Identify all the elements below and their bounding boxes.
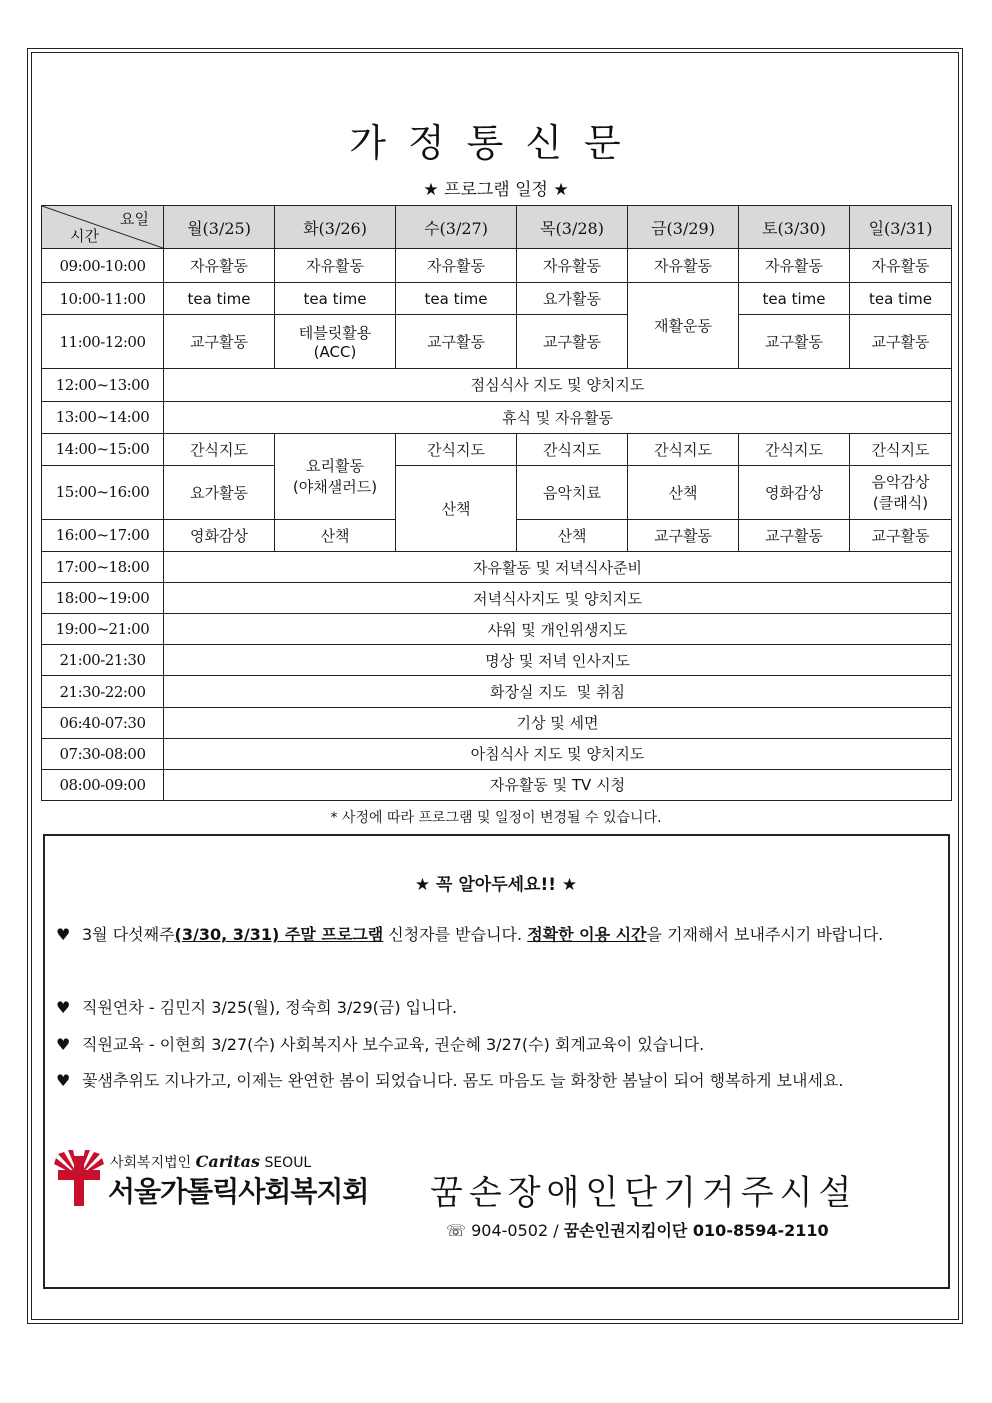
notice-item — [56, 1063, 936, 1098]
corner-time-label: 시간 — [70, 227, 99, 245]
schedule-row — [42, 676, 952, 707]
schedule-row — [42, 769, 952, 800]
schedule-row — [42, 552, 952, 583]
activity-cell: 간식지도 — [164, 433, 275, 465]
activity-cell-wide: 화장실 지도 및 취침 — [164, 676, 952, 707]
schedule-header-row — [42, 206, 952, 249]
time-cell: 09:00-10:00 — [42, 249, 164, 283]
activity-cell: 교구활동 — [517, 315, 628, 369]
day-header: 토(3/30) — [739, 206, 850, 249]
notice-text: 꽃샘추위도 지나가고, 이제는 완연한 봄이 되었습니다. 몸도 마음도 늘 화창한 봄날이 되어 행복하게 보내세요. — [82, 1071, 844, 1090]
activity-cell: 산책 — [628, 465, 739, 519]
schedule-row — [42, 583, 952, 614]
phone-number: ☏ 904-0502 / — [446, 1221, 559, 1240]
time-cell: 18:00~19:00 — [42, 583, 164, 614]
time-cell: 17:00~18:00 — [42, 552, 164, 583]
activity-cell: 교구활동 — [739, 315, 850, 369]
activity-cell: 간식지도 — [850, 433, 952, 465]
day-header: 목(3/28) — [517, 206, 628, 249]
activity-cell: 교구활동 — [739, 519, 850, 551]
time-cell: 07:30-08:00 — [42, 738, 164, 769]
activity-cell: 요가활동 — [164, 465, 275, 519]
activity-cell: 교구활동 — [164, 315, 275, 369]
activity-cell-wide: 자유활동 및 저녁식사준비 — [164, 552, 952, 583]
day-header: 화(3/26) — [275, 206, 396, 249]
org-name: 서울가톨릭사회복지회 — [108, 1175, 369, 1208]
corner-cell — [42, 206, 164, 249]
time-cell: 08:00-09:00 — [42, 769, 164, 800]
activity-cell: tea time — [164, 283, 275, 315]
schedule-row — [42, 645, 952, 676]
notice-text: 신청자를 받습니다. — [383, 925, 528, 944]
activity-cell: 교구활동 — [850, 519, 952, 551]
caritas-cross-icon — [52, 1150, 106, 1208]
org-seoul: SEOUL — [264, 1155, 312, 1171]
contact-line — [446, 1218, 829, 1241]
notice-item — [56, 1027, 936, 1062]
activity-cell: 음악감상 (클래식) — [850, 465, 952, 519]
org-prefix: 사회복지법인 — [110, 1155, 192, 1171]
heart-icon: ♥ — [56, 1071, 71, 1090]
activity-cell: 영화감상 — [164, 519, 275, 551]
time-cell: 21:30-22:00 — [42, 676, 164, 707]
activity-cell: tea time — [275, 283, 396, 315]
day-header: 일(3/31) — [850, 206, 952, 249]
time-cell: 16:00~17:00 — [42, 519, 164, 551]
activity-cell-wide: 명상 및 저녁 인사지도 — [164, 645, 952, 676]
schedule-row — [42, 433, 952, 465]
page-title: 가정통신문 — [349, 121, 643, 165]
schedule-row — [42, 738, 952, 769]
activity-cell-wide: 기상 및 세면 — [164, 707, 952, 738]
time-cell: 11:00-12:00 — [42, 315, 164, 369]
activity-cell: 요리활동 (야채샐러드) — [275, 433, 396, 519]
heart-icon: ♥ — [56, 1035, 71, 1054]
activity-cell: 자유활동 — [739, 249, 850, 283]
activity-cell: 산책 — [275, 519, 396, 551]
activity-cell: 자유활동 — [275, 249, 396, 283]
activity-cell: 자유활동 — [396, 249, 517, 283]
activity-cell: 자유활동 — [628, 249, 739, 283]
schedule-table — [41, 205, 952, 801]
schedule-row — [42, 369, 952, 401]
activity-cell: 교구활동 — [850, 315, 952, 369]
time-cell: 15:00~16:00 — [42, 465, 164, 519]
time-cell: 14:00~15:00 — [42, 433, 164, 465]
activity-cell: 교구활동 — [628, 519, 739, 551]
notice-text: 직원연차 - 김민지 3/25(월), 정숙희 3/29(금) 입니다. — [82, 998, 458, 1017]
activity-cell: 재활운동 — [628, 283, 739, 369]
day-header: 월(3/25) — [164, 206, 275, 249]
activity-cell: 자유활동 — [850, 249, 952, 283]
schedule-row — [42, 614, 952, 645]
activity-cell: 산책 — [517, 519, 628, 551]
activity-cell: 산책 — [396, 465, 517, 551]
time-cell: 12:00~13:00 — [42, 369, 164, 401]
time-cell: 06:40-07:30 — [42, 707, 164, 738]
notice-text: 을 기재해서 보내주시기 바랍니다. — [646, 925, 884, 944]
activity-cell: 교구활동 — [396, 315, 517, 369]
activity-cell: tea time — [396, 283, 517, 315]
activity-cell: 요가활동 — [517, 283, 628, 315]
activity-cell-wide: 점심식사 지도 및 양치지도 — [164, 369, 952, 401]
day-header: 수(3/27) — [396, 206, 517, 249]
activity-cell-wide: 아침식사 지도 및 양치지도 — [164, 738, 952, 769]
schedule-subtitle: ★ 프로그램 일정 ★ — [423, 180, 569, 200]
rights-team-contact: 꿈손인권지킴이단 010-8594-2110 — [563, 1221, 829, 1240]
time-cell: 19:00~21:00 — [42, 614, 164, 645]
notice-item — [56, 990, 936, 1025]
activity-cell-wide: 샤워 및 개인위생지도 — [164, 614, 952, 645]
heart-icon: ♥ — [56, 925, 71, 944]
activity-cell-wide: 저녁식사지도 및 양치지도 — [164, 583, 952, 614]
time-cell: 21:00-21:30 — [42, 645, 164, 676]
activity-cell: 테블릿활용 (ACC) — [275, 315, 396, 369]
time-cell: 13:00~14:00 — [42, 401, 164, 433]
corner-day-label: 요일 — [120, 210, 149, 228]
org-caritas: Caritas — [195, 1152, 260, 1171]
activity-cell: 간식지도 — [517, 433, 628, 465]
schedule-row — [42, 401, 952, 433]
day-header: 금(3/29) — [628, 206, 739, 249]
schedule-row — [42, 249, 952, 283]
caritas-logo — [52, 1150, 369, 1212]
activity-cell: tea time — [850, 283, 952, 315]
notice-emphasis: (3/30, 3/31) 주말 프로그램 — [174, 925, 384, 944]
schedule-row — [42, 283, 952, 315]
activity-cell: 음악치료 — [517, 465, 628, 519]
activity-cell: 자유활동 — [517, 249, 628, 283]
activity-cell-wide: 휴식 및 자유활동 — [164, 401, 952, 433]
time-cell: 10:00-11:00 — [42, 283, 164, 315]
schedule-row — [42, 707, 952, 738]
schedule-row — [42, 465, 952, 519]
notice-title: ★ 꼭 알아두세요!! ★ — [414, 875, 578, 895]
notice-item — [56, 917, 936, 952]
facility-name: 꿈손장애인단기거주시설 — [430, 1173, 858, 1213]
activity-cell: 간식지도 — [396, 433, 517, 465]
notice-text: 직원교육 - 이현희 3/27(수) 사회복지사 보수교육, 권순혜 3/27(수) 회계교육이 있습니다. — [82, 1035, 705, 1054]
heart-icon: ♥ — [56, 998, 71, 1017]
activity-cell: 간식지도 — [739, 433, 850, 465]
activity-cell-wide: 자유활동 및 TV 시청 — [164, 769, 952, 800]
schedule-change-note: * 사정에 따라 프로그램 및 일정이 변경될 수 있습니다. — [330, 810, 662, 826]
notice-emphasis: 정확한 이용 시간 — [527, 925, 647, 944]
schedule-row — [42, 315, 952, 369]
activity-cell: 영화감상 — [739, 465, 850, 519]
activity-cell: 간식지도 — [628, 433, 739, 465]
activity-cell: 자유활동 — [164, 249, 275, 283]
notice-text: 3월 다섯째주 — [82, 925, 175, 944]
activity-cell: tea time — [739, 283, 850, 315]
